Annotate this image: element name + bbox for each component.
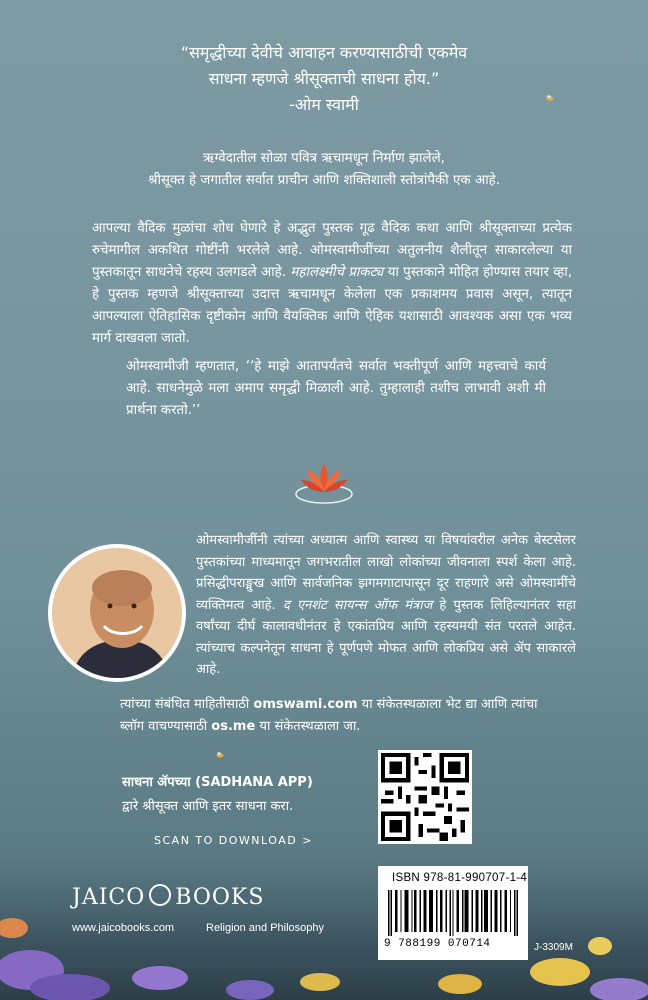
description-part-1: आपल्या वैदिक मुळांचा शोध घेणारे हे अद्भुत पुस्तक गूढ वैदिक कथा आणि श्रीसूक्ताच्या प्रत्येक रुचेमागील अकथित गोष्टींनी भरलेले आहे. ओमस्वामीजींच्या अतुलनीय शैलीतून साकारलेल्या या पुस्तकातून साधनेचे रहस्य उलगडले आहे. xyxy=(92,221,572,280)
catalog-code: J-3309M xyxy=(534,942,573,953)
quote-author: -ओम स्वामी xyxy=(289,95,359,114)
bio-part-1: ओमस्वामीजींनी त्यांच्या अध्यात्म आणि स्वास्थ्य या विषयांवरील अनेक बेस्टसेलर पुस्तकांच्या माध्यमातून जगभरातील लाखो लोकांच्या जीवनाला स्पर्श केला आहे. प्रसिद्धीपराङ्मुख आणि सार्वजनिक झगमगाटापासून दूर राहणारे असे ओमस्वामींचे व्यक्तिमत्व आहे. xyxy=(196,533,576,613)
website-info xyxy=(120,694,560,738)
omswami-link[interactable]: omswami.com xyxy=(253,697,358,712)
osme-link[interactable]: os.me xyxy=(211,719,256,734)
publisher-name-right: BOOKS xyxy=(175,885,265,910)
description-part-2: या पुस्तकाने मोहित होण्यास तयार व्हा, हे पुस्तक म्हणजे श्रीसूक्ताच्या उदात्त ऋचामधून केलेला एक प्रकाशमय प्रवास असून, त्यातून आपल्याला ऐतिहासिक दृष्टीकोन आणि वैयक्तिक आणि ऐहिक यशासाठी आवश्यक असा एक भव्य मार्ग दाखवला जातो. xyxy=(92,265,572,346)
description-paragraph xyxy=(92,218,572,350)
bio-part-2: हे पुस्तक लिहिल्यानंतर सहा वर्षांच्या दीर्घ कालावधीनंतर हे एकांतप्रिय आणि रहस्यमयी संत परतले आहेत. त्यांच्याच कल्पनेतून साधना हे पूर्णपणे मोफत आणि लोकप्रिय असे ॲप साकारले आहे. xyxy=(196,597,576,677)
lotus-icon xyxy=(285,456,363,506)
links-middle: या संकेतस्थळाला भेट द्या आणि त्यांचा ब्लॉग वाचण्यासाठी xyxy=(120,697,538,734)
ean-digits: 9 788199 070714 xyxy=(384,938,491,950)
quote-line-1: “समृद्धीच्या देवीचे आवाहन करण्यासाठीची एकमेव xyxy=(180,43,468,62)
intro-paragraph xyxy=(100,148,548,192)
publisher-website[interactable]: www.jaicobooks.com xyxy=(72,922,175,934)
author-bio xyxy=(196,530,576,681)
book-genre: Religion and Philosophy xyxy=(206,922,325,934)
links-suffix: या संकेतस्थळाला जा. xyxy=(255,719,361,734)
barcode-icon xyxy=(388,890,518,936)
isbn-number: ISBN 978-81-990707-1-4 xyxy=(392,872,528,884)
cover-quote xyxy=(0,40,648,118)
jaico-emblem-icon xyxy=(149,884,171,906)
bee-icon xyxy=(545,95,555,101)
author-photo xyxy=(48,544,186,682)
qr-code-icon xyxy=(381,753,469,841)
book-title-italic: महालक्ष्मीचे प्राकट्य xyxy=(290,265,384,280)
publisher-logo xyxy=(72,884,264,910)
quote-line-2: साधना म्हणजे श्रीसूक्ताची साधना होय.” xyxy=(208,69,440,88)
author-portrait-illustration xyxy=(52,548,182,678)
bio-book-title: द एनशंट सायन्स ऑफ मंत्राज xyxy=(282,597,433,613)
sadhana-app-description: द्वारे श्रीसूक्त आणि इतर साधना करा. xyxy=(122,799,294,814)
publisher-name-left: JAICO xyxy=(72,885,146,910)
intro-line-1: ऋग्वेदातील सोळा पवित्र ऋचामधून निर्माण झालेले, xyxy=(203,151,445,166)
qr-code[interactable] xyxy=(378,750,472,844)
links-prefix: त्यांच्या संबंधित माहितीसाठी xyxy=(120,697,254,712)
isbn-barcode xyxy=(378,866,528,960)
bee-icon xyxy=(215,752,225,758)
intro-line-2: श्रीसूक्त हे जगातील सर्वात प्राचीन आणि शक्तिशाली स्तोत्रांपैकी एक आहे. xyxy=(147,173,501,188)
author-statement: ओमस्वामीजी म्हणतात, ‘‘हे माझे आतापर्यंतचे सर्वात भक्तीपूर्ण आणि महत्त्वाचे कार्य आहे. साधनेमुळे मला अमाप समृद्धी मिळाली आहे. तुम्हालाही तशीच लाभावी अशी मी प्रार्थना करतो.’’ xyxy=(126,359,546,418)
scan-to-download[interactable]: SCAN TO DOWNLOAD > xyxy=(154,834,313,847)
sadhana-app-title: साधना ॲपच्या (SADHANA APP) xyxy=(122,775,313,790)
